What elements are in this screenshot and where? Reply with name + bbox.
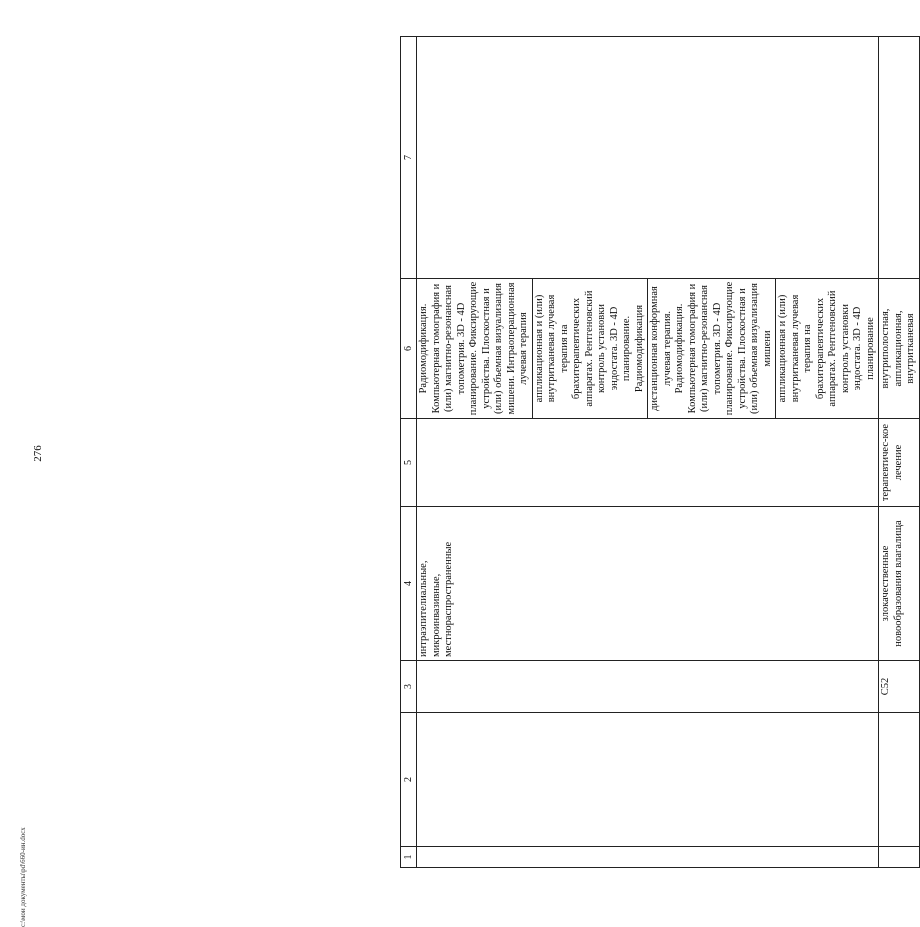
header-col-2: 2: [401, 713, 417, 847]
page-number: 276: [31, 445, 44, 462]
tumor-stage-cell: интраэпителиальные, микроинвазивные, местнораспространенные: [417, 507, 879, 661]
header-col-6: 6: [401, 279, 417, 419]
footer-file-path: c:\мои документы\pd\660-ин.docx: [19, 827, 27, 927]
table-row: [417, 37, 879, 868]
treatment-type-cell: терапевтичес-кое лечение: [879, 419, 920, 507]
header-col-7: 7: [401, 37, 417, 279]
method-cell: внутриполостная, аппликационная, внутритканевая: [879, 279, 920, 419]
header-col-3: 3: [401, 661, 417, 713]
icd-code-cell: C52: [879, 661, 920, 713]
method-block-2: аппликационная и (или) внутритканевая лучевая терапия на брахитерапевтических аппаратах. Рентгеновский контроль установки эндостата. 3D - 4D планирование. Радиомодификация: [533, 279, 649, 418]
method-block-4: аппликационная и (или) внутритканевая лучевая терапия на брахитерапевтических аппаратах. Рентгеновский контроль установки эндостата. 3D - 4D планирование: [777, 290, 876, 407]
rotated-table-container: [400, 37, 916, 868]
cell-r1-c3: [417, 661, 879, 713]
header-col-1: 1: [401, 847, 417, 868]
cell-r1-c1: [417, 847, 879, 868]
cell-r2-c2: [879, 713, 920, 847]
cell-r1-c7: [417, 37, 879, 279]
cell-r2-c1: [879, 847, 920, 868]
cell-r1-c5: [417, 419, 879, 507]
header-col-4: 4: [401, 507, 417, 661]
treatment-table: [400, 36, 920, 868]
table-row: [879, 37, 920, 868]
cell-r2-c7: [879, 37, 920, 279]
method-block-1: Радиомодификация. Компьютерная томография и (или) магнитно-резонансная топометрия. 3D - 4D планирование. Фиксирующие устройства. Плоскостная и (или) объемная визуализация мишени. Интраоперационная лучевая терапия: [417, 279, 533, 418]
method-block-3: дистанционная конформная лучевая терапия. Радиомодификация. Компьютерная томография и (или) магнитно-резонансная топометрия. 3D - 4D планирование. Фиксирующие устройства. Плоскостная и (или) объемная визуализация мишени: [648, 279, 776, 418]
cell-r1-c2: [417, 713, 879, 847]
header-row: [401, 37, 417, 868]
diagnosis-cell: злокачественные новообразования влагалища: [879, 507, 920, 661]
header-col-5: 5: [401, 419, 417, 507]
radiotherapy-methods-cell: [417, 279, 879, 419]
